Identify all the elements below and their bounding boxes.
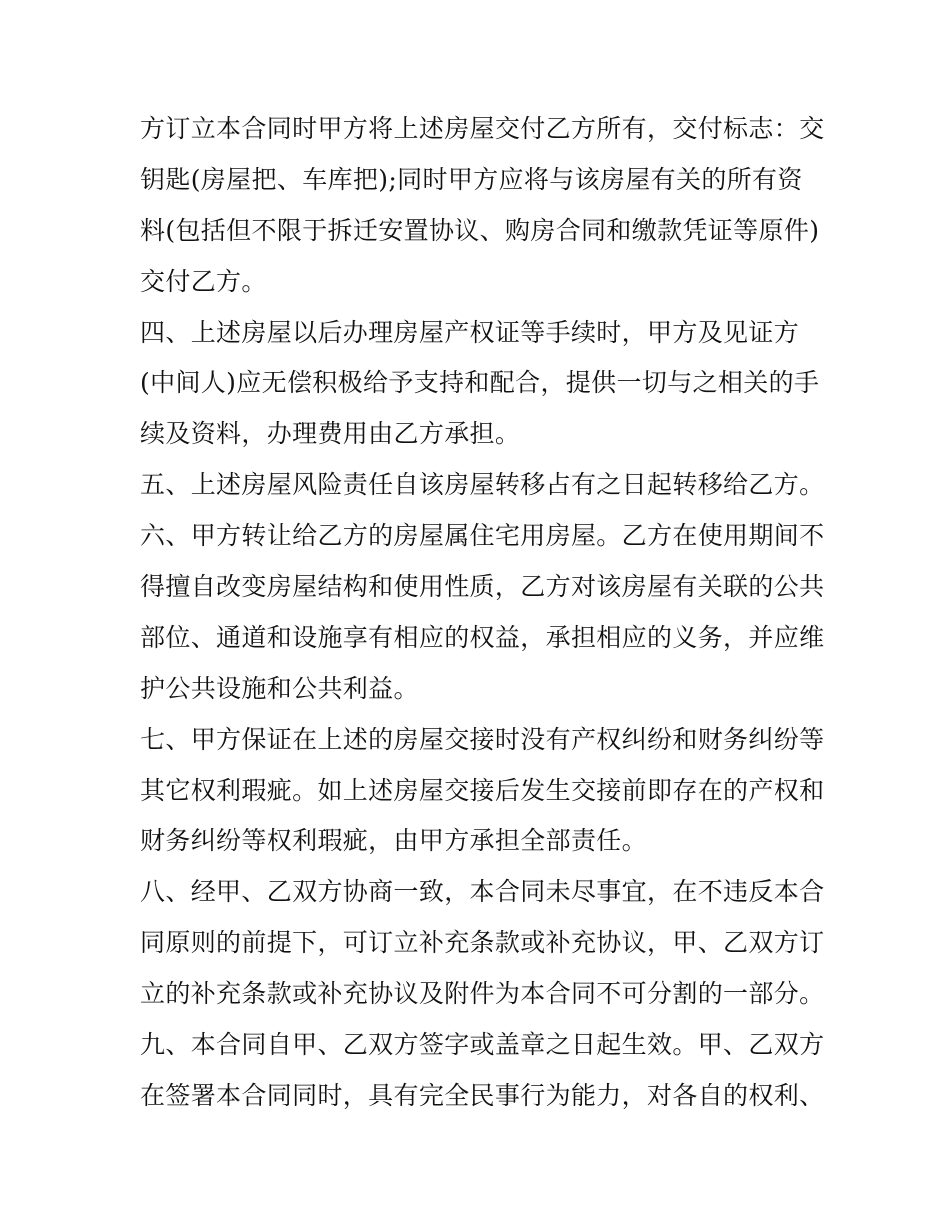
- clause-7-line-1: 七、甲方保证在上述的房屋交接时没有产权纠纷和财务纠纷等: [140, 724, 825, 754]
- clause-6-line-2: 得擅自改变房屋结构和使用性质，乙方对该房屋有关联的公共: [140, 572, 825, 602]
- text-line-1: 方订立本合同时甲方将上述房屋交付乙方所有，交付标志：交: [140, 114, 825, 143]
- clause-4-line-1: 四、上述房屋以后办理房屋产权证等手续时，甲方及见证方: [140, 317, 800, 347]
- clause-6-line-3: 部位、通道和设施享有相应的权益，承担相应的义务，并应维: [140, 622, 825, 652]
- text-line-4: 交付乙方。: [140, 266, 267, 296]
- clause-4-line-3: 续及资料，办理费用由乙方承担。: [140, 419, 521, 449]
- clause-8-line-2: 同原则的前提下，可订立补充条款或补充协议，甲、乙双方订: [140, 928, 825, 958]
- clause-4-line-2: (中间人)应无偿积极给予支持和配合，提供一切与之相关的手: [140, 368, 820, 398]
- contract-text: [140, 104, 825, 1122]
- text-line-3: 料(包括但不限于拆迁安置协议、购房合同和缴款凭证等原件): [140, 215, 820, 245]
- clause-5-line-1: 五、上述房屋风险责任自该房屋转移占有之日起转移给乙方。: [140, 470, 825, 500]
- clause-7-line-3: 财务纠纷等权利瑕疵，由甲方承担全部责任。: [140, 826, 648, 856]
- clause-8-line-1: 八、经甲、乙双方协商一致，本合同未尽事宜，在不违反本合: [140, 877, 825, 907]
- clause-9-line-2: 在签署本合同同时，具有完全民事行为能力，对各自的权利、: [140, 1080, 825, 1110]
- clause-8-line-3: 立的补充条款或补充协议及附件为本合同不可分割的一部分。: [140, 979, 825, 1009]
- clause-7-line-2: 其它权利瑕疵。如上述房屋交接后发生交接前即存在的产权和: [140, 775, 825, 805]
- clause-6-line-4: 护公共设施和公共利益。: [140, 673, 419, 703]
- clause-9-line-1: 九、本合同自甲、乙双方签字或盖章之日起生效。甲、乙双方: [140, 1030, 825, 1060]
- clause-6-line-1: 六、甲方转让给乙方的房屋属住宅用房屋。乙方在使用期间不: [140, 521, 825, 551]
- text-line-2: 钥匙(房屋把、车库把);同时甲方应将与该房屋有关的所有资: [140, 164, 803, 194]
